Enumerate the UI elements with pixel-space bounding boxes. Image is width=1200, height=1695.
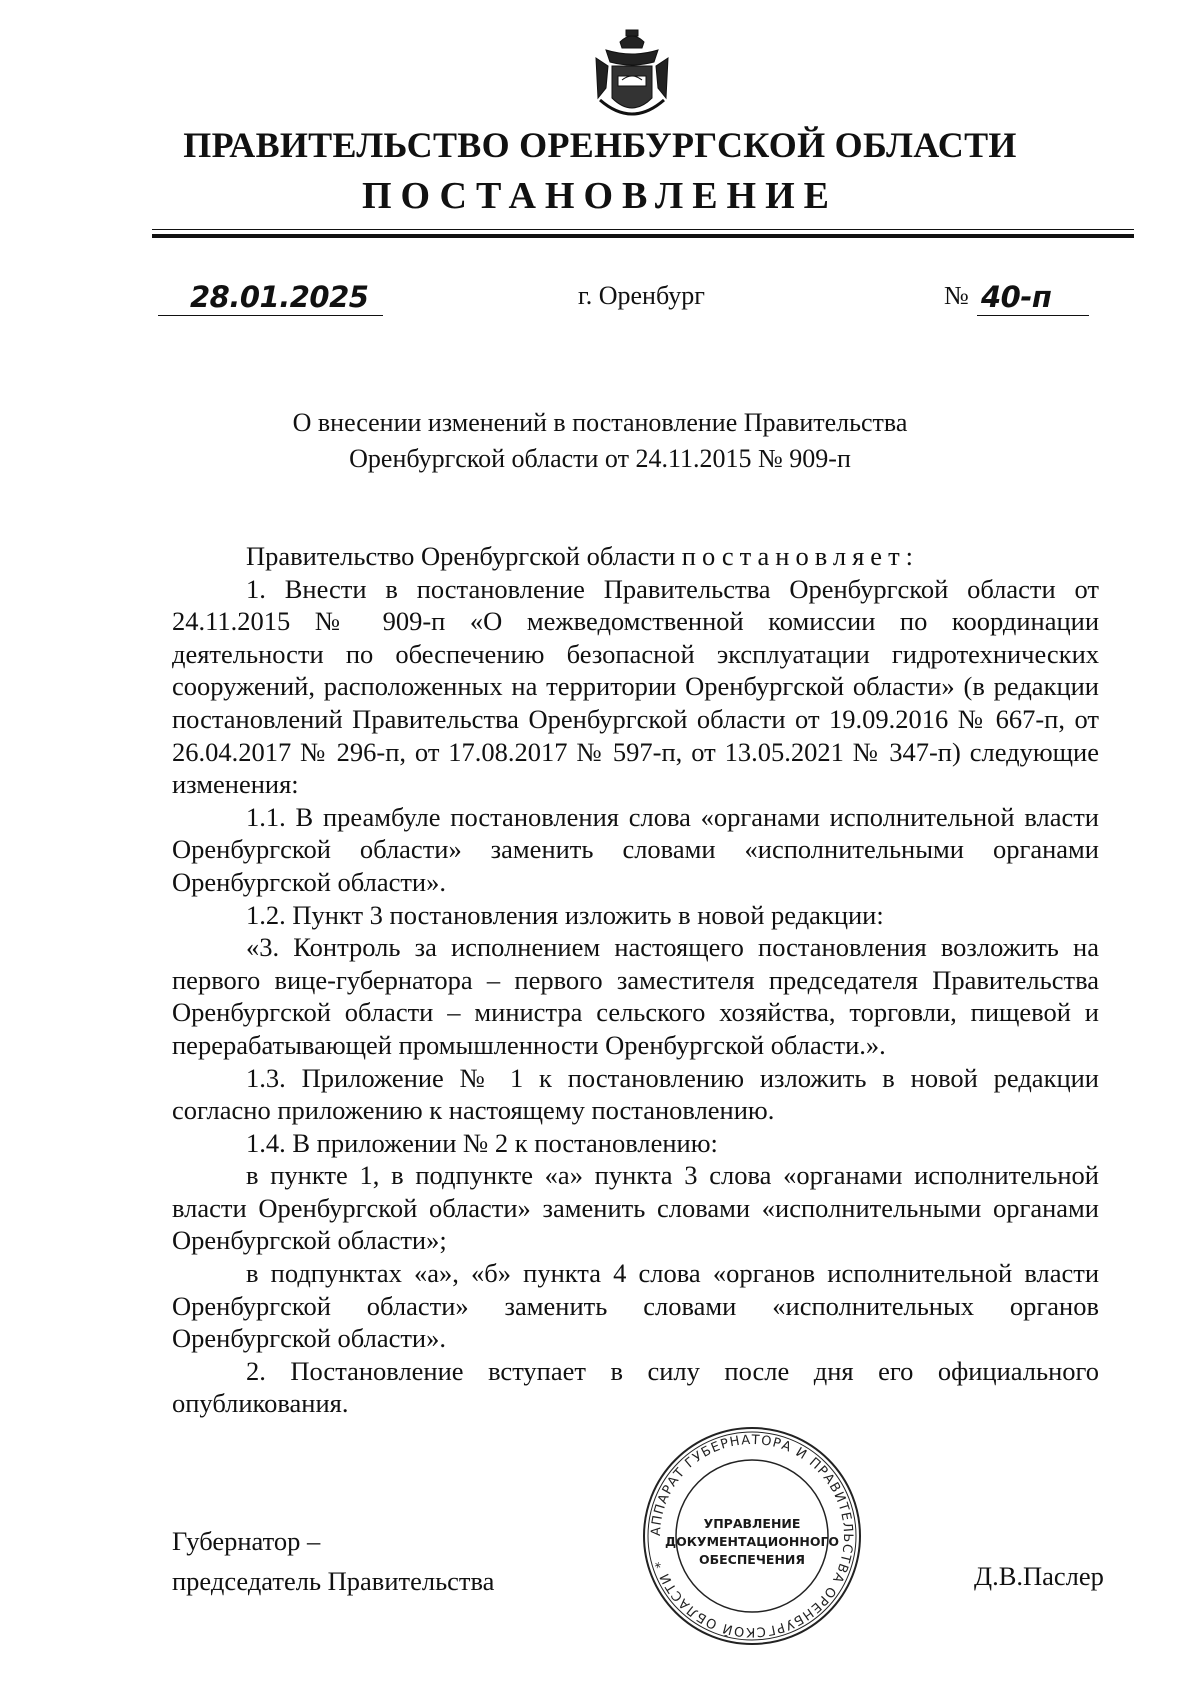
- preamble: [172, 540, 1099, 573]
- paragraph-1-4: 1.4. В приложении № 2 к постановлению:: [246, 1127, 718, 1158]
- paragraph-1: 1. Внести в постановление Правительства Оренбургской области от 24.11.2015 № 909-п «О межведомственной комиссии по координации деятельности по обеспечению безопасной эксплуатации гидротехнических сооружений, расположенных на территории Оренбургской области» (в редакции постановлений Правительства Оренбургской области от 19.09.2016 № 667-п, от 26.04.2017 № 296-п, от 17.08.2017 № 597-п, от 13.05.2021 № 347-п) следующие изменения:: [172, 573, 1099, 800]
- preamble-text: Правительство Оренбургской области: [246, 541, 676, 571]
- paragraph-1-4-a: в пункте 1, в подпункте «а» пункта 3 слова «органами исполнительной власти Оренбургской области» заменить словами «исполнительными органами Оренбургской области»;: [172, 1160, 1099, 1256]
- paragraph-1-1: 1.1. В преамбуле постановления слова «органами исполнительной власти Оренбургской области» заменить словами «исполнительными органами Оренбургской области».: [172, 801, 1099, 897]
- number-label: №: [944, 281, 969, 310]
- paragraph-1-2-text: «3. Контроль за исполнением настоящего постановления возложить на первого вице-губернатора – первого заместителя председателя Правительства Оренбургской области – министра сельского хозяйства, торговли, пищевой и перерабатывающей промышленности Оренбургской области.».: [172, 932, 1099, 1060]
- city: г. Оренбург: [578, 281, 705, 310]
- date-field: [158, 277, 383, 316]
- seal-line-1: УПРАВЛЕНИЕ: [703, 1516, 801, 1531]
- document-type: ПОСТАНОВЛЕНИЕ: [361, 175, 839, 217]
- government-name: ПРАВИТЕЛЬСТВО ОРЕНБУРГСКОЙ ОБЛАСТИ: [183, 125, 1017, 165]
- seal-line-3: ОБЕСПЕЧЕНИЯ: [698, 1552, 806, 1567]
- paragraph-1-4-b: в подпунктах «а», «б» пункта 4 слова «органов исполнительной власти Оренбургской области» заменить словами «исполнительных органов Оренбургской области».: [172, 1258, 1099, 1354]
- header-rule-thick: [152, 234, 1134, 238]
- preamble-resolves: постановляет:: [681, 541, 920, 571]
- document-body: [172, 540, 1099, 1420]
- coat-of-arms-icon: [592, 28, 672, 128]
- subject-line-2: Оренбургской области от 24.11.2015 № 909-п: [349, 444, 851, 473]
- handwritten-number: 40-п: [981, 280, 1052, 314]
- header-rule-thin: [152, 229, 1134, 230]
- signatory-name: Д.В.Паслер: [974, 1561, 1104, 1591]
- seal-center-text: [658, 1515, 846, 1569]
- paragraph-1-3: 1.3. Приложение № 1 к постановлению изложить в новой редакции согласно приложению к настоящему постановлению.: [172, 1062, 1099, 1126]
- signatory-title-line-1: Губернатор –: [172, 1526, 321, 1556]
- paragraph-2: 2. Постановление вступает в силу после дня его официального опубликования.: [172, 1355, 1099, 1419]
- seal-line-2: ДОКУМЕНТАЦИОННОГО: [664, 1534, 840, 1549]
- signatory-title-line-2: председатель Правительства: [172, 1566, 495, 1596]
- subject-line-1: О внесении изменений в постановление Правительства: [292, 408, 908, 437]
- signatory-title: [172, 1521, 494, 1601]
- handwritten-date: 28.01.2025: [190, 280, 369, 314]
- document-subject: [0, 405, 1200, 477]
- number-field: [977, 277, 1089, 316]
- seal-ring-text: АППАРАТ ГУБЕРНАТОРА И ПРАВИТЕЛЬСТВА ОРЕНБУРГСКОЙ ОБЛАСТИ *: [648, 1432, 856, 1640]
- paragraph-1-2: 1.2. Пункт 3 постановления изложить в новой редакции:: [246, 899, 884, 930]
